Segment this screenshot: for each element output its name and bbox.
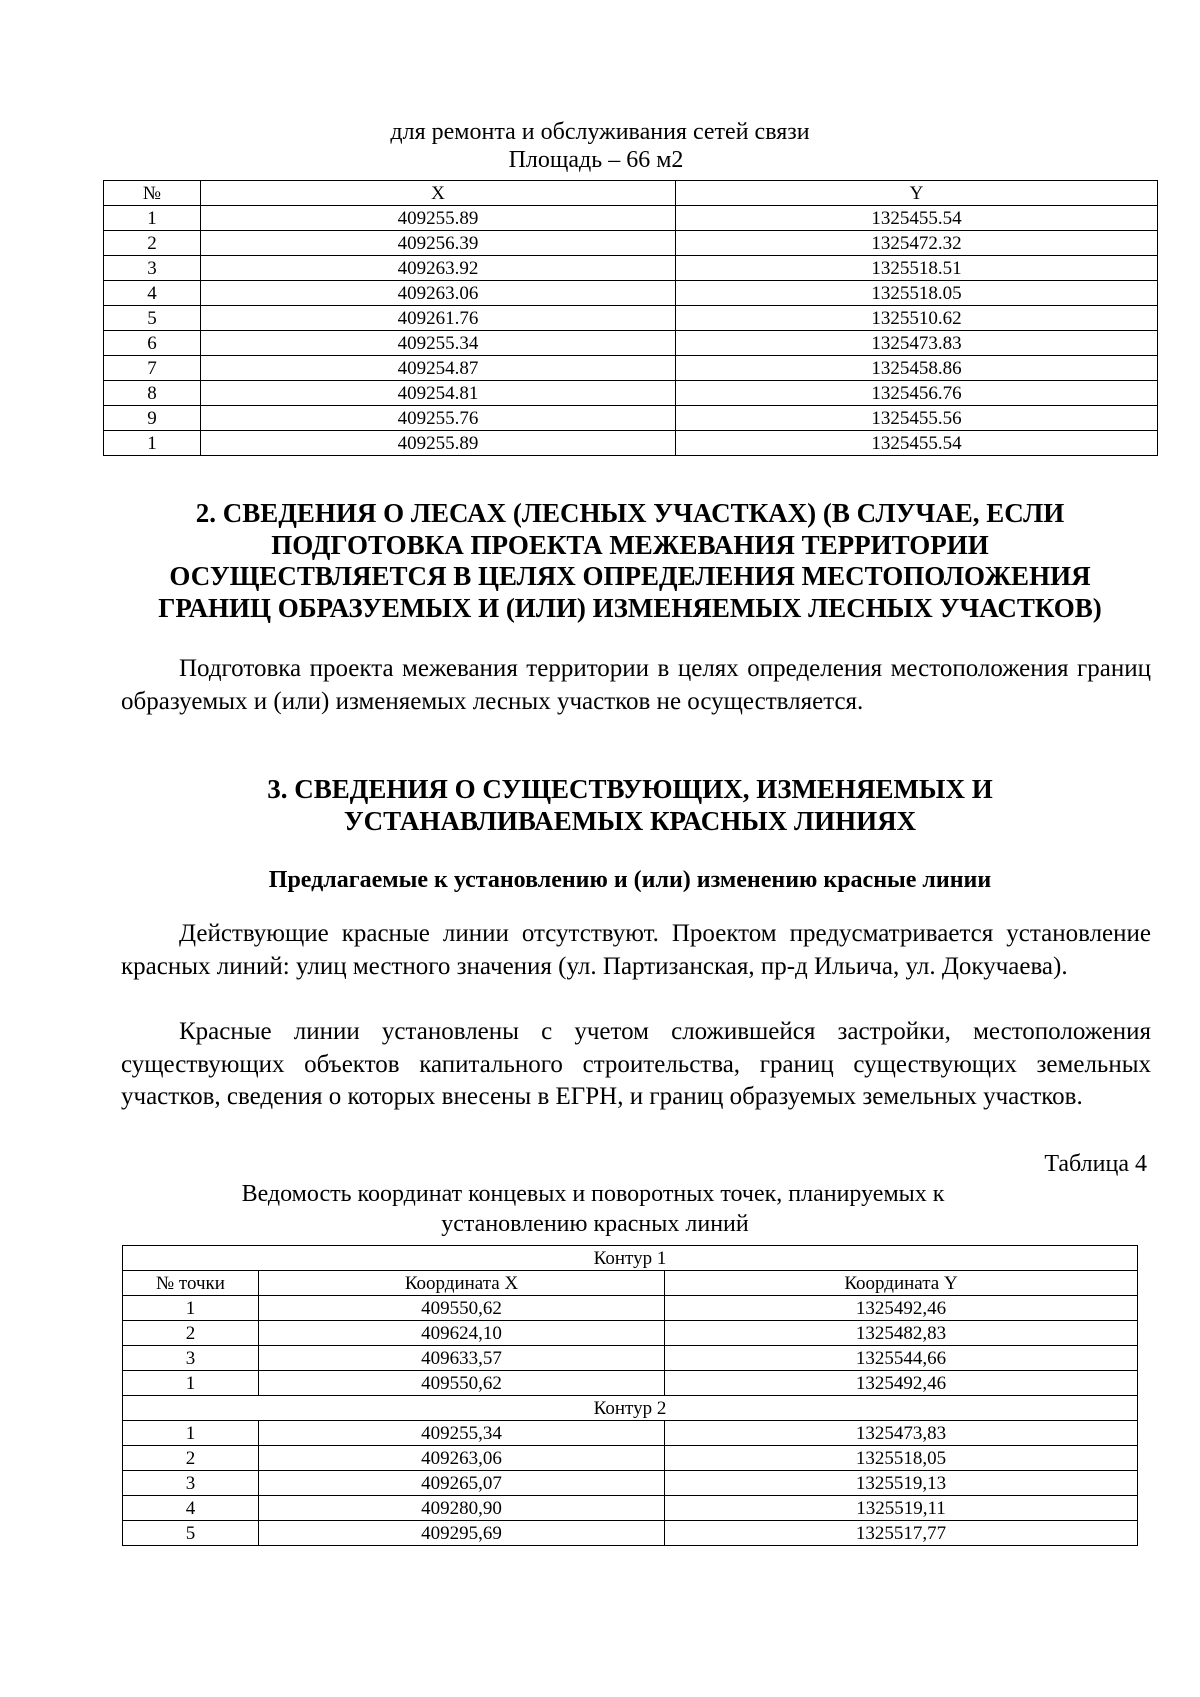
section-2-paragraph xyxy=(121,653,1151,718)
x-coordinate-cell: 409263,06 xyxy=(259,1446,665,1471)
table-header-row xyxy=(104,181,1158,206)
table-row xyxy=(104,281,1158,306)
heading-line: ОСУЩЕСТВЛЯЕТСЯ В ЦЕЛЯХ ОПРЕДЕЛЕНИЯ МЕСТОПОЛОЖЕНИЯ xyxy=(169,561,1091,591)
x-coordinate-cell: 409254.81 xyxy=(201,381,676,406)
table-row xyxy=(104,306,1158,331)
y-coordinate-cell: 1325473.83 xyxy=(676,331,1158,356)
point-number-cell: 1 xyxy=(104,431,201,456)
point-number-cell: 4 xyxy=(123,1496,259,1521)
heading-line: ГРАНИЦ ОБРАЗУЕМЫХ И (ИЛИ) ИЗМЕНЯЕМЫХ ЛЕСНЫХ УЧАСТКОВ) xyxy=(158,592,1102,623)
table-row xyxy=(123,1471,1138,1496)
header-number: № xyxy=(104,181,201,206)
table-row xyxy=(104,231,1158,256)
contour-title: Контур 2 xyxy=(123,1396,1138,1421)
table-row xyxy=(123,1346,1138,1371)
x-coordinate-cell: 409265,07 xyxy=(259,1471,665,1496)
x-coordinate-cell: 409263.92 xyxy=(201,256,676,281)
x-coordinate-cell: 409254.87 xyxy=(201,356,676,381)
point-number-cell: 5 xyxy=(123,1521,259,1546)
x-coordinate-cell: 409261.76 xyxy=(201,306,676,331)
point-number-cell: 4 xyxy=(104,281,201,306)
table-row xyxy=(104,406,1158,431)
section-2-heading xyxy=(110,498,1150,624)
table-row xyxy=(104,206,1158,231)
y-coordinate-cell: 1325518.51 xyxy=(676,256,1158,281)
y-coordinate-cell: 1325517,77 xyxy=(665,1521,1138,1546)
point-number-cell: 7 xyxy=(104,356,201,381)
table-title-line-1: Ведомость координат концевых и поворотных точек, планируемых к xyxy=(241,1181,945,1207)
table-row xyxy=(104,431,1158,456)
y-coordinate-cell: 1325518.05 xyxy=(676,281,1158,306)
x-coordinate-cell: 409280,90 xyxy=(259,1496,665,1521)
section-2-paragraph-text: Подготовка проекта межевания территории в целях определения местоположения границ образуемых и (или) изменяемых лесных участков не осуществляется. xyxy=(121,655,1151,715)
point-number-cell: 9 xyxy=(104,406,201,431)
table-row xyxy=(104,256,1158,281)
table-row xyxy=(123,1321,1138,1346)
header-y: Y xyxy=(676,181,1158,206)
y-coordinate-cell: 1325455.54 xyxy=(676,206,1158,231)
point-number-cell: 2 xyxy=(123,1446,259,1471)
y-coordinate-cell: 1325519,13 xyxy=(665,1471,1138,1496)
point-number-cell: 2 xyxy=(104,231,201,256)
coordinates-table-4 xyxy=(122,1245,1138,1546)
point-number-cell: 1 xyxy=(123,1296,259,1321)
point-number-cell: 3 xyxy=(104,256,201,281)
contour-title: Контур 1 xyxy=(123,1246,1138,1271)
table-header-row xyxy=(123,1271,1138,1296)
heading-line: 2. СВЕДЕНИЯ О ЛЕСАХ (ЛЕСНЫХ УЧАСТКАХ) (В СЛУЧАЕ, ЕСЛИ xyxy=(195,498,1065,528)
x-coordinate-cell: 409255,34 xyxy=(259,1421,665,1446)
table-row xyxy=(123,1521,1138,1546)
y-coordinate-cell: 1325544,66 xyxy=(665,1346,1138,1371)
x-coordinate-cell: 409255.76 xyxy=(201,406,676,431)
heading-line: ПОДГОТОВКА ПРОЕКТА МЕЖЕВАНИЯ ТЕРРИТОРИИ xyxy=(271,529,989,560)
point-number-cell: 6 xyxy=(104,331,201,356)
table-row xyxy=(123,1421,1138,1446)
table-row xyxy=(123,1296,1138,1321)
x-coordinate-cell: 409256.39 xyxy=(201,231,676,256)
contour-title-row xyxy=(123,1396,1138,1421)
section-3-paragraph-1-text: Действующие красные линии отсутствуют. Проектом предусматривается установление красных линий: улиц местного значения (ул. Партизанская, пр-д Ильича, ул. Докучаева). xyxy=(121,920,1151,980)
point-number-cell: 1 xyxy=(123,1421,259,1446)
table-row xyxy=(104,381,1158,406)
x-coordinate-cell: 409255.89 xyxy=(201,431,676,456)
x-coordinate-cell: 409255.34 xyxy=(201,331,676,356)
table-row xyxy=(104,356,1158,381)
x-coordinate-cell: 409633,57 xyxy=(259,1346,665,1371)
header-coordinate-y: Координата Y xyxy=(665,1271,1138,1296)
table1-caption-area: Площадь – 66 м2 xyxy=(508,147,684,173)
point-number-cell: 5 xyxy=(104,306,201,331)
contour-title-row xyxy=(123,1246,1138,1271)
x-coordinate-cell: 409295,69 xyxy=(259,1521,665,1546)
y-coordinate-cell: 1325519,11 xyxy=(665,1496,1138,1521)
section-3-heading xyxy=(110,774,1150,837)
y-coordinate-cell: 1325518,05 xyxy=(665,1446,1138,1471)
table-row xyxy=(123,1371,1138,1396)
table-row xyxy=(123,1496,1138,1521)
point-number-cell: 3 xyxy=(123,1471,259,1496)
y-coordinate-cell: 1325492,46 xyxy=(665,1371,1138,1396)
header-point-number: № точки xyxy=(123,1271,259,1296)
y-coordinate-cell: 1325510.62 xyxy=(676,306,1158,331)
table-row xyxy=(123,1446,1138,1471)
point-number-cell: 1 xyxy=(123,1371,259,1396)
table-row xyxy=(104,331,1158,356)
coordinates-table-1 xyxy=(103,180,1158,456)
y-coordinate-cell: 1325492,46 xyxy=(665,1296,1138,1321)
point-number-cell: 1 xyxy=(104,206,201,231)
coordinates-table-4-body xyxy=(123,1246,1138,1546)
table-title-line-2: установлению красных линий xyxy=(441,1211,749,1237)
y-coordinate-cell: 1325473,83 xyxy=(665,1421,1138,1446)
coordinates-table-1-body xyxy=(104,181,1158,456)
section-3-paragraph-1 xyxy=(121,918,1151,983)
x-coordinate-cell: 409255.89 xyxy=(201,206,676,231)
y-coordinate-cell: 1325456.76 xyxy=(676,381,1158,406)
header-x: X xyxy=(201,181,676,206)
heading-line: 3. СВЕДЕНИЯ О СУЩЕСТВУЮЩИХ, ИЗМЕНЯЕМЫХ И xyxy=(267,774,993,804)
section-3-subheading: Предлагаемые к установлению и (или) изменению красные линии xyxy=(268,867,992,893)
header-coordinate-x: Координата X xyxy=(259,1271,665,1296)
heading-line: УСТАНАВЛИВАЕМЫХ КРАСНЫХ ЛИНИЯХ xyxy=(343,805,917,836)
section-3-paragraph-2-text: Красные линии установлены с учетом сложившейся застройки, местоположения существующих объектов капитального строительства, границ существующих земельных участков, сведения о которых внесены в ЕГРН, и границ образуемых земельных участков. xyxy=(121,1018,1151,1110)
table1-caption-purpose: для ремонта и обслуживания сетей связи xyxy=(390,119,810,145)
section-3-paragraph-2 xyxy=(121,1016,1151,1114)
point-number-cell: 2 xyxy=(123,1321,259,1346)
table-label: Таблица 4 xyxy=(1044,1151,1147,1177)
y-coordinate-cell: 1325455.54 xyxy=(676,431,1158,456)
x-coordinate-cell: 409550,62 xyxy=(259,1371,665,1396)
point-number-cell: 8 xyxy=(104,381,201,406)
x-coordinate-cell: 409263.06 xyxy=(201,281,676,306)
y-coordinate-cell: 1325458.86 xyxy=(676,356,1158,381)
y-coordinate-cell: 1325482,83 xyxy=(665,1321,1138,1346)
y-coordinate-cell: 1325472.32 xyxy=(676,231,1158,256)
x-coordinate-cell: 409550,62 xyxy=(259,1296,665,1321)
point-number-cell: 3 xyxy=(123,1346,259,1371)
x-coordinate-cell: 409624,10 xyxy=(259,1321,665,1346)
y-coordinate-cell: 1325455.56 xyxy=(676,406,1158,431)
